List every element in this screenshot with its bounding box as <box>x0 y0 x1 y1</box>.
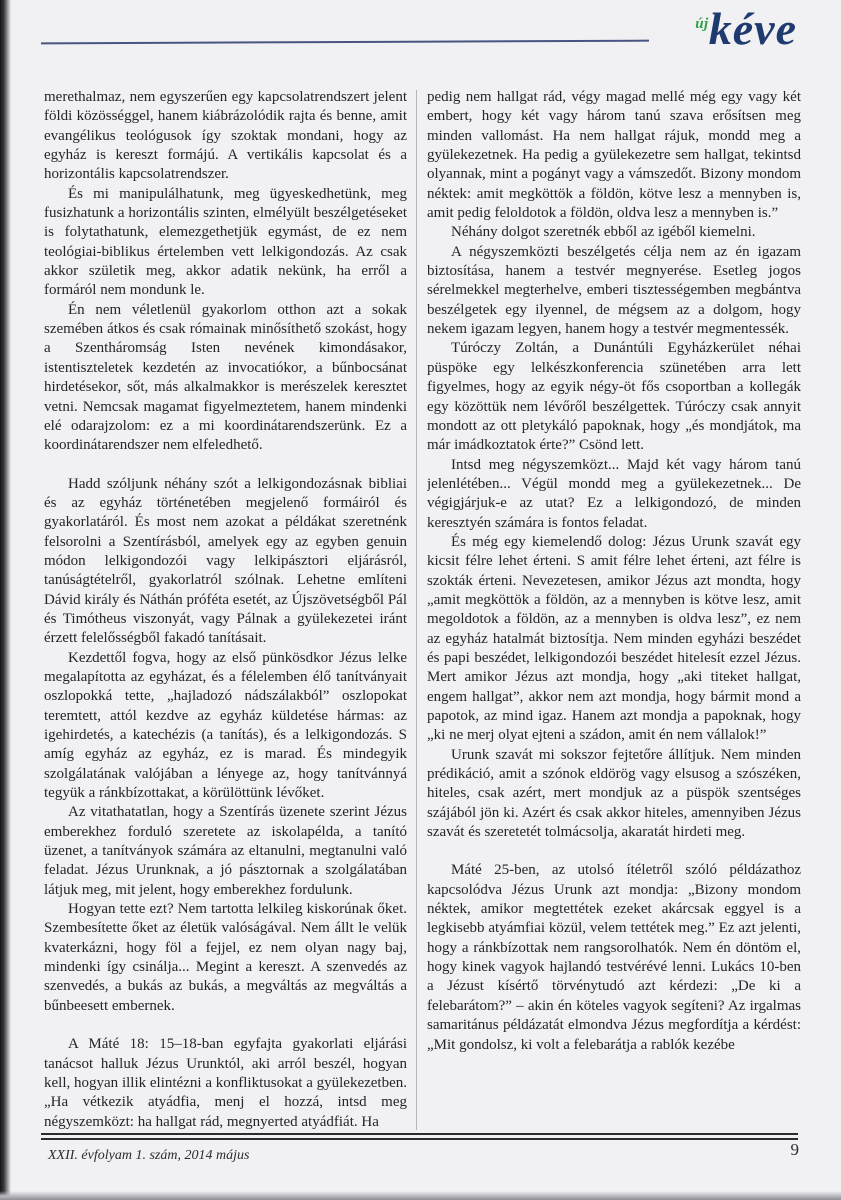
column-divider <box>416 90 417 1130</box>
paragraph: Intsd meg négyszemközt... Majd két vagy három tanú jelenlétében... Végül mondd meg a gyülekezetnek... De végigjárjuk-e az utat? Ez a lelkigondozó, de minden keresztyén számára is fontos feladat. <box>427 456 801 531</box>
article-body <box>44 88 802 1134</box>
paragraph: merethalmaz, nem egyszerűen egy kapcsolatrendszert jelent földi közösséggel, hanem kiábrázolódik rajta és benne, amit evangélikus teológusok így szoktak mondani, hogy az egyház is kereszt formájú. A vertikális kapcsolat és a horizontális kapcsolatrendszer. <box>44 89 407 183</box>
logo-main: kéve <box>708 3 797 54</box>
scan-edge-left <box>0 0 11 1200</box>
paragraph: Hogyan tette ezt? Nem tartotta lelkileg kiskorúnak őket. Szembesítette őket az életük valóságával. Nem állt le velük kvaterkázni, hogy föl a fejjel, ez nem olyan nagy baj, mindenki így csinálja... Megint a kereszt. A szenvedés az szenvedés, a bukás az bukás, a megváltás az megváltás a bűnbeesett embernek. <box>44 901 407 1014</box>
paragraph: Urunk szavát mi sokszor fejtetőre állítjuk. Nem minden prédikáció, amit a szónok eldörög vagy elsusog a szószéken, hiteles, csak azért, mert mondjuk az a püspök szentséges szájából jön ki. Azért és csak akkor hiteles, amennyiben Jézus szavát és szeretetét tolmácsolja, akaratát hirdeti meg. <box>427 746 801 841</box>
issue-info: XXII. évfolyam 1. szám, 2014 május <box>48 1148 250 1163</box>
paragraph: Hadd szóljunk néhány szót a lelkigondozásnak bibliai és az egyház történetében megjelenő formáiról és gyakorlatáról. És most nem azokat a példákat szeretnénk felsorolni a Szentírásból, amelyek egy az egyben genuin módon lelkigondozói vagy lelkipásztori eljárásról, tanúságtételről, gyakorlatról szólnak. Lehetne említeni Dávid király és Náthán próféta esetét, az Újszövetségből Pál és Timótheus viszonyát, vagy Pálnak a gyülekezetei iránt érzett felelősségből fakadó tanításait. <box>44 475 407 647</box>
paragraph: Túróczy Zoltán, a Dunántúli Egyházkerület néhai püspöke egy lelkészkonferencia szünetében arra lett figyelmes, hogy az egyik négy-öt fős csoportban a kollegák egy közöttük nem lévőről beszélgettek. Túróczy csak annyit mondott az ott pletykáló papoknak, hogy „és mondjátok, ma már imádkoztatok érte?” Csönd lett. <box>427 340 801 454</box>
paragraph: És még egy kiemelendő dolog: Jézus Urunk szavát egy kicsit félre lehet érteni. S amit félre lehet érteni, azt félre is szokták érteni. Nevezetesen, amikor Jézus azt mondta, hogy „amit megköttök a földön, az a mennyben is kötve lesz, amit megoldotok a földön, az a mennyben is oldva lesz”, ez nem az egyház hatalmát biztosítja. Nem minden egyházi beszédet és papi beszédet, lelkigondozói beszédet hitelesít ezzel Jézus. Mert amikor Jézus azt mondja, hogy „aki titeket hallgat, engem hallgat”, akkor nem azt mondja, hogy bármit mond a papotok, az mind igaz. Hanem azt mondja a papoknak, hogy „ki ne merj olyat ejteni a szádon, amit én nem vállalok!” <box>427 533 801 744</box>
paragraph: Én nem véletlenül gyakorlom otthon azt a sokak szemében átkos és csak rómainak minősíthető szokást, hogy a Szentháromság Isten nevének kimondásakor, istentiszteletek kezdetén az invocatiókor, a bűnbocsánat hirdetésekor, sőt, más alkalmakkor is merészelek keresztet vetni. Nemcsak magamat figyelmeztetem, hanem mindenki elé odarajzolom: ez a mi koordinátarendszerünk. Ez a koordinátarendszer nem elfeledhető. <box>44 301 407 454</box>
scan-edge-bottom <box>0 1191 841 1200</box>
logo-prefix: új <box>695 16 709 32</box>
paragraph: Máté 25-ben, az utolsó ítéletről szóló példázathoz kapcsolódva Jézus Urunk azt mondja: „Bizony mondom néktek, amikor megtettétek ezeket akárcsak eggyel is a legkisebb atyámfiai közül, velem tettétek meg.” Ez azt jelenti, hogy a ránkbízottak nem rangsorolhatók. Nem én döntöm el, hogy kinek vagyok hajlandó testvérévé lenni. Lukács 10-ben a Jézust kísértő törvénytudó azt kérdezi: „De ki a felebarátom?” – akin én köteles vagyok segíteni? Az irgalmas samaritánus példázatát elmondva Jézus megfordítja a kérdést: „Mit gondolsz, ki volt a felebarátja a rablók kezébe <box>427 862 801 1053</box>
right-column <box>427 88 801 1134</box>
footer-rule <box>41 1133 798 1140</box>
left-column <box>44 88 407 1134</box>
paragraph: A Máté 18: 15–18-ban egyfajta gyakorlati eljárási tanácsot halluk Jézus Urunktól, aki arról beszél, hogyan kell, hogyan illik elintézni a konfliktusokat a gyülekezetben. „Ha vétkezik atyádfia, menj el hozzá, intsd meg négyszemközt: ha hallgat rád, megnyerted atyádfiát. Ha <box>44 1036 407 1130</box>
magazine-logo <box>695 2 797 55</box>
paragraph: Néhány dolgot szeretnék ebből az igéből kiemelni. <box>451 224 756 241</box>
page-number: 9 <box>790 1140 799 1159</box>
paragraph: A négyszemközti beszélgetés célja nem az én igazam biztosítása, hanem a testvér megnyerése. Esetleg jogos sérelmekkel megterhelve, emberi tisztességemben megbántva beszélgetek egy ilyennel, de mégsem az a dolgom, hogy nekem igazam legyen, hanem hogy a testvér megmentessék. <box>427 243 801 338</box>
header-rule <box>41 40 649 45</box>
paragraph: Kezdettől fogva, hogy az első pünkösdkor Jézus lelke megalapította az egyházat, és a félelemben élő tanítványait oszlopokká tette, „hajladozó nádszálakból” oszlopokat teremtett, attól kezdve az egyház küldetése hármas: az igehirdetés, a katechézis (a tanítás), és a lelkigondozás. S amíg egyház az egyház, ez is marad. És mindegyik szolgálatának valójában a lényege az, hogy tanítvánnyá tegyük a ránkbízottakat, a körülöttünk lévőket. <box>44 649 407 802</box>
paragraph: Az vitathatatlan, hogy a Szentírás üzenete szerint Jézus emberekhez forduló szeretete az iskolapélda, a tanító üzenet, a tanítványok számára az eltanulni, megtanulni való feladat. Jézus Urunknak, a jó pásztornak a szolgálatában látjuk meg, mit jelent, hogy emberekhez fordulunk. <box>44 804 407 898</box>
paragraph: pedig nem hallgat rád, végy magad mellé még egy vagy két embert, hogy két vagy három tanú szava erősítsen meg minden vallomást. Ha nem hallgat rájuk, mondd meg a gyülekezetnek. Ha pedig a gyülekezetre sem hallgat, tekintsd olyannak, mint a pogányt vagy a vámszedőt. Bizony mondom néktek: amit megköttök a földön, kötve lesz a mennyben is, amit pedig feloldotok a földön, oldva lesz a mennyben is.” <box>427 89 801 222</box>
paragraph: És mi manipulálhatunk, meg ügyeskedhetünk, meg fusizhatunk a horizontális szinten, elmélyült beszélgetéseket is folytathatunk, elemezgethetjük egymást, de ez nem teológiai-biblikus értelemben vett lelkigondozás. Az csak akkor születik meg, akkor adatik nekünk, ha erről a formáról nem mondunk le. <box>44 185 407 299</box>
